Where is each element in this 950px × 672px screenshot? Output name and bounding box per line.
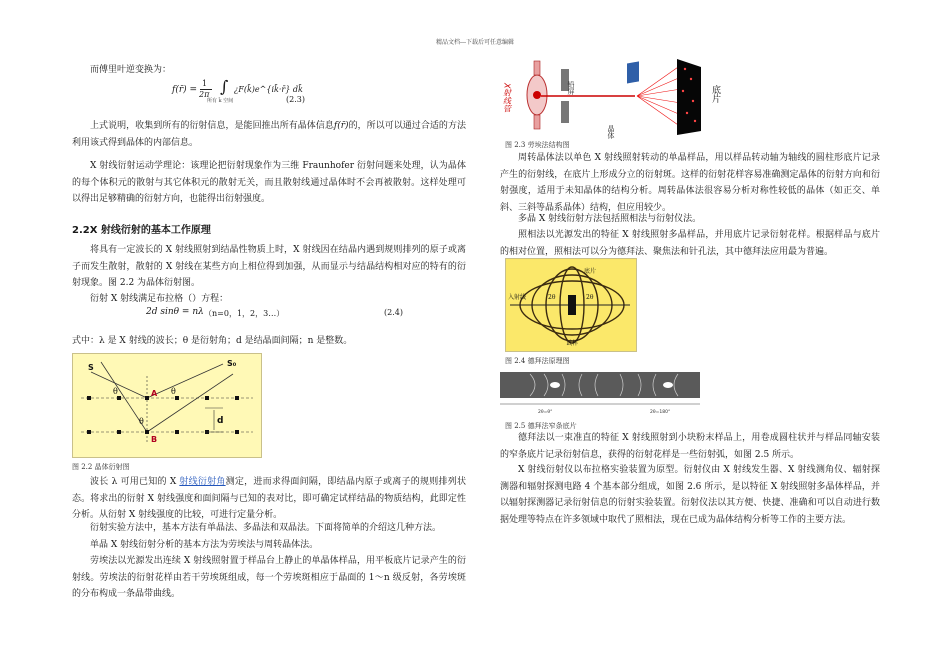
two-theta-label-left: 2θ [548,294,556,301]
eq23-number: (2.3) [286,95,305,104]
paragraph-rotating-crystal: 周转晶体法以单色 X 射线照射转动的单晶样品，用以样品转动轴为轴线的圆柱形底片记录产生的衍射线，在底片上形成分立的衍射斑。这样的衍射花样容易准确测定晶体的衍射方向和衍射强度，适用于未知晶体的结构分析。周转晶体法很容易分析对称性较低的晶体（如正交、单斜、三斜等晶系晶体）结构，但应用较少。 [500,153,880,213]
film-label: 底片 [710,85,720,103]
angle-label-theta-left: θ [113,387,118,396]
paragraph-debye-method: 德拜法以一束准直的特征 X 射线照射到小块粉末样品上，用卷成圆柱状并与样品同轴安装的窄条底片记录衍射信息，获得的衍射花样是一些衍射弧，如图 2.5 所示。 [500,433,880,460]
paragraph-wavelength-measurement: 波长 λ 可用已知的 X 射线衍射角测定，进而求得面间隔，即结晶内原子或离子的规则排列状态。将求出的衍射 X 射线强度和面间隔与已知的表对比，即可确定试样结晶的物质结构，此即定性分析。从衍射 X 射线强度的比较，可进行定量分析。 [72,477,466,520]
eq23-lhs: f(r̄) = [172,85,198,95]
figure-2-2-caption: 图 2.2 晶体衍射图 [72,463,130,471]
section-heading-2-2: 2.2X 射线衍射的基本工作原理 [72,225,211,236]
xray-diffraction-angle-link[interactable]: 射线衍射角 [179,477,226,487]
equation-2-3 [172,79,472,109]
eq23-integral-subscript: 所有 k̄ 空间 [207,98,234,104]
eq23-numerator: 1 [202,79,208,88]
xray-tube-label: X射线管 [502,83,512,113]
paragraph-working-principle: 将具有一定波长的 X 射线照射到结晶性物质上时，X 射线因在结晶内遇到规则排列的原子或离子而发生散射，散射的 X 射线在某些方向上相位得到加强，从而显示与结晶结构相对应的特有的衍射现象。图 2.2 为晶体衍射图。 [72,245,466,288]
paragraph-kinematic-theory: X 射线衍射运动学理论：该理论把衍射现象作为三维 Fraunhofer 衍射问题来处理，认为晶体的每个体积元的散射与其它体积元的散射无关，而且散射线通过晶体时不会再被散射。这样处理可以得出足够精确的衍射方向，也能得出衍射强度。 [72,161,466,204]
crystal-label: 晶体 [607,125,615,139]
figure-2-2-crystal-diffraction [72,353,262,458]
paragraph-experiment-methods: 衍射实验方法中，基本方法有单晶法、多晶法和双晶法。下面将简单的介绍这几种方法。 [90,523,442,533]
laue-setup-diagram [502,55,725,139]
two-theta-label-right: 2θ [586,294,594,301]
angle-label-theta-lower: θ [139,417,144,426]
angle-label-theta-right: θ [171,387,176,396]
film-label: 底片 [584,268,597,275]
lead-screen-label: 铅屏 [567,81,575,95]
debye-film-strip [500,370,700,416]
figure-2-3-laue-setup [502,55,725,139]
point-label-b: B [151,435,158,444]
incident-ray-label: 入射线 [508,294,527,301]
symbol-f-r: f(r̄) [333,121,349,131]
eq24-number: (2.4) [384,308,403,317]
integral-sign: ∫ [220,77,229,96]
ray-label-s: S [88,363,94,372]
paragraph-photographic-method: 照相法以光源发出的特征 X 射线照射多晶样品，并用底片记录衍射花样。根据样品与底片的相对位置，照相法可以分为德拜法、聚焦法和针孔法，其中德拜法应用最为普遍。 [500,230,880,257]
spacing-label-d: d [217,416,224,426]
ray-label-s0: S₀ [227,359,237,368]
equation-2-4 [146,305,446,321]
paragraph-diffractometer: X 射线衍射仪以布拉格实验装置为原型。衍射仪由 X 射线发生器、X 射线测角仪、辐射探测器和辐射探测电路 4 个基本部分组成，如图 2.6 所示，是以特征 X 射线照射多晶体样品，并以辐射探测器记录衍射信息的衍射实验装置。衍射仪法以其方便、快捷、准确和可以自动进行数据处理等特点在许多领域中取代了照相法，现在已成为晶体结构分析等工作的主要方法。 [500,465,880,525]
figure-2-5-debye-film-strip [500,370,700,416]
paragraph-bragg-intro: 衍射 X 射线满足布拉格（）方程： [90,294,229,304]
figure-2-4-debye-principle [505,258,637,352]
figure-2-4-caption: 图 2.4 德拜法原理图 [505,357,570,365]
bragg-equation: 2d sinθ = nλ [146,307,204,317]
paragraph-single-crystal-methods: 单晶 X 射线衍射分析的基本方法为劳埃法与周转晶体法。 [90,540,319,550]
paragraph-inverse-fourier-meaning: 上式说明，收集到所有的衍射信息，是能回推出所有晶体信息f(r̄)的，所以可以通过合适的方法利用该式得到晶体的内部信息。 [72,121,466,148]
sample-label: 试样 [566,340,579,347]
strip-label-b: 2θ=180° [650,410,671,415]
crystal-diffraction-diagram [73,354,261,457]
figure-2-5-caption: 图 2.5 德拜法窄条底片 [505,422,577,430]
strip-label-a: 2θ=θ° [538,410,553,415]
eq23-rhs: ¿F(k̄)e^{ik̄·r̄} dk̄ [234,85,303,94]
paragraph-polycrystal-methods: 多晶 X 射线衍射方法包括照相法与衍射仪法。 [518,214,702,224]
bragg-condition: （n=0，1，2，3…） [204,309,285,318]
page-header: 精品文档---下载后可任意编辑 [435,39,515,46]
figure-2-3-caption: 图 2.3 劳埃法结构图 [505,141,570,149]
debye-principle-diagram [506,259,636,351]
paragraph-symbol-definitions: 式中：λ 是 X 射线的波长；θ 是衍射角；d 是结晶面间隔；n 是整数。 [72,336,353,346]
eq23-denominator: 2π [199,90,210,99]
paragraph-inverse-fourier-intro: 而傅里叶逆变换为： [90,65,172,75]
point-label-a: A [151,389,158,398]
paragraph-laue-method: 劳埃法以光源发出连续 X 射线照射置于样品台上静止的单晶体样品，用平板底片记录产生的衍射线。劳埃法的衍射花样由若干劳埃斑组成，每一个劳埃斑相应于晶面的 1～n 级反射，各劳埃斑的分布构成一条晶带曲线。 [72,556,466,599]
